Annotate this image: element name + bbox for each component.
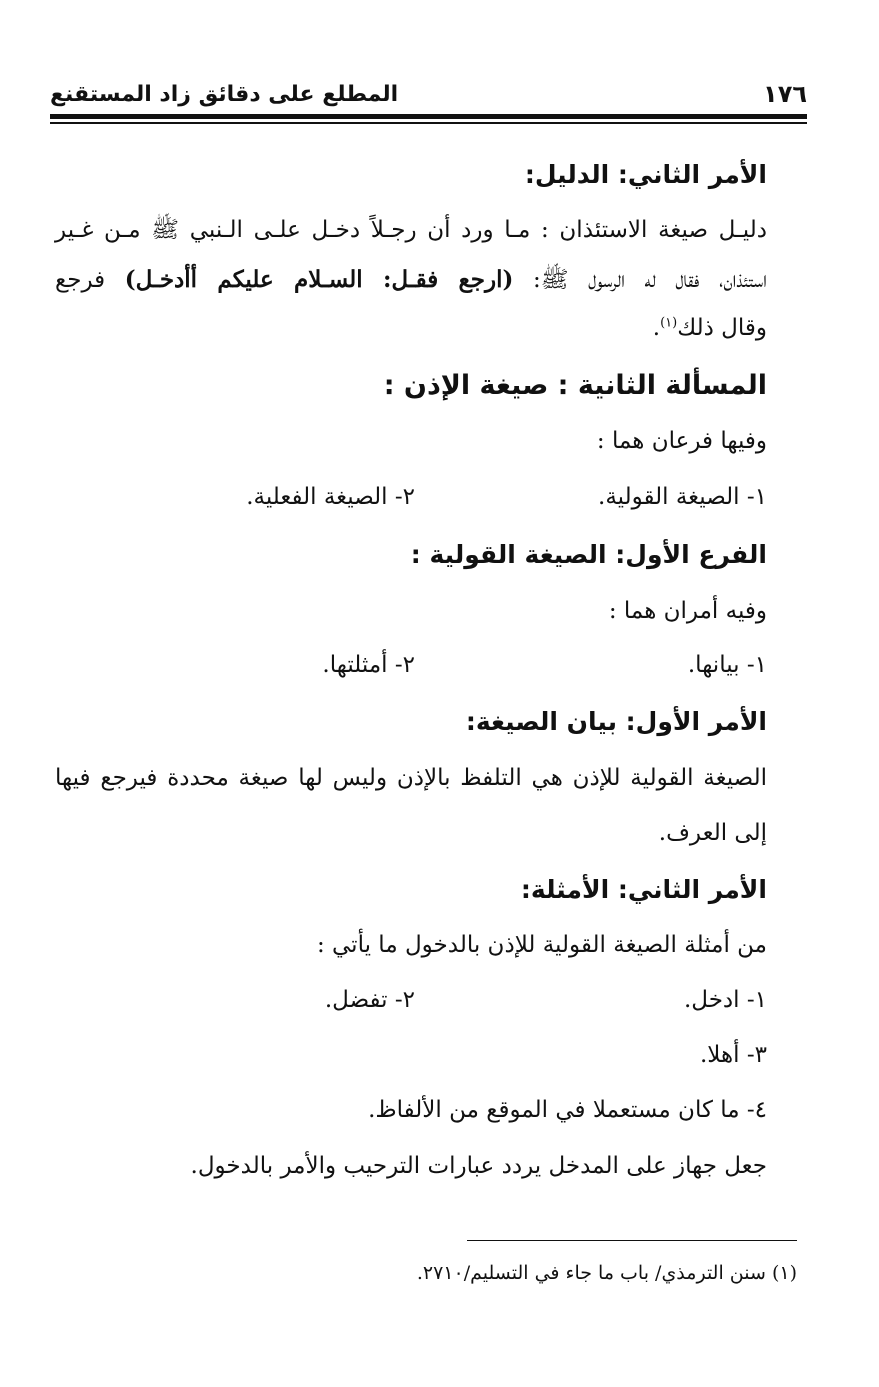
- list-item: ١- الصيغة القولية.: [598, 484, 767, 510]
- paragraph-line: من أمثلة الصيغة القولية للإذن بالدخول ما يأتي :: [316, 932, 767, 958]
- paragraph-line: وفيها فرعان هما :: [596, 428, 767, 454]
- running-header: [50, 78, 807, 114]
- paragraph-line: وفيه أمران هما :: [608, 598, 767, 624]
- heading-examples: الأمر الثاني: الأمثلة:: [520, 875, 767, 904]
- paragraph-line: [55, 265, 767, 299]
- list-item: ٢- الصيغة الفعلية.: [246, 484, 415, 510]
- list-item: ٣- أهلا.: [700, 1042, 767, 1068]
- header-rule-thick: [50, 114, 807, 119]
- footnote: (١) سنن الترمذي/ باب ما جاء في التسليم/٢٧١٠.: [416, 1262, 797, 1284]
- heading-matter-one: الأمر الأول: بيان الصيغة:: [465, 707, 767, 736]
- text-run: .: [652, 315, 661, 341]
- list-item: ٢- أمثلتها.: [322, 652, 415, 678]
- page-number: ١٧٦: [763, 80, 807, 108]
- paragraph-line: الصيغة القولية للإذن هي التلفظ بالإذن وليس لها صيغة محددة فيرجع فيها: [55, 765, 767, 791]
- paragraph-line: دليـل صيغة الاستئذان : مـا ورد أن رجـلاً دخـل علـى الـنبي ﷺ مـن غـير: [55, 217, 767, 243]
- list-item: ٤- ما كان مستعملا في الموقع من الألفاظ.: [368, 1097, 767, 1123]
- book-title: المطلع على دقائق زاد المستقنع: [50, 82, 399, 107]
- footnote-separator: [467, 1240, 797, 1241]
- list-item: ١- ادخل.: [683, 987, 767, 1013]
- text-run: فرجع: [55, 267, 125, 293]
- paragraph-line: إلى العرف.: [658, 820, 767, 846]
- quoted-hadith: (ارجع فقـل: السـلام عليكم أأدخـل): [124, 266, 514, 293]
- heading-evidence: الأمر الثاني: الدليل:: [524, 160, 767, 189]
- text-run: استئذان، فقال له الرسول ﷺ:: [513, 267, 767, 293]
- footnote-ref: (١): [660, 315, 678, 331]
- list-item: ١- بيانها.: [687, 652, 767, 678]
- text-run: وقال ذلك: [677, 315, 767, 341]
- paragraph-line: [653, 315, 767, 341]
- paragraph-line: جعل جهاز على المدخل يردد عبارات الترحيب والأمر بالدخول.: [190, 1153, 767, 1179]
- header-rule-thin: [50, 122, 807, 124]
- heading-branch-one: الفرع الأول: الصيغة القولية :: [410, 540, 767, 569]
- list-item: ٢- تفضل.: [324, 987, 415, 1013]
- heading-issue-two: المسألة الثانية : صيغة الإذن :: [383, 370, 767, 401]
